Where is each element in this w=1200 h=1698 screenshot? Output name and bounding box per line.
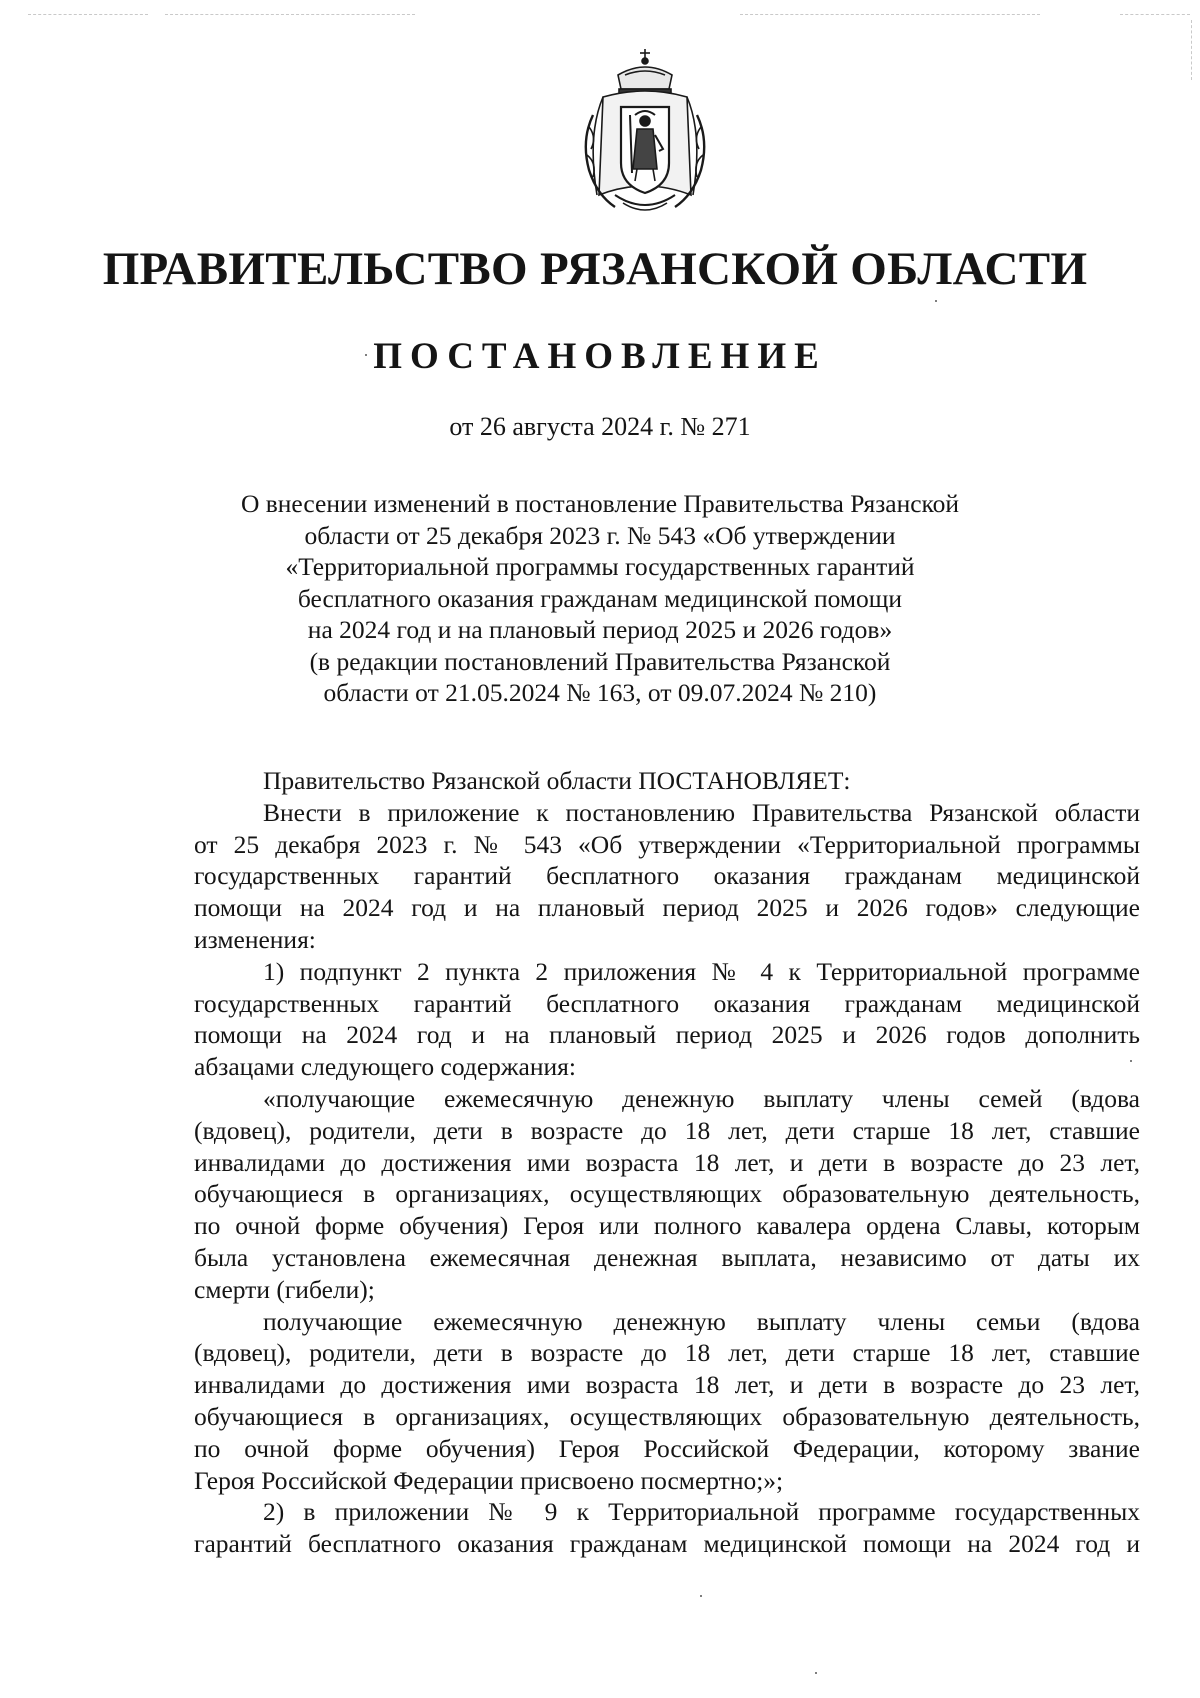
text-line: (вдовец), родители, дети в возрасте до 18 лет, дети старше 18 лет, ставшие bbox=[194, 1115, 1140, 1145]
scan-edge-mark bbox=[1120, 14, 1190, 15]
text-line: «получающие ежемесячную денежную выплату члены семей (вдова bbox=[263, 1083, 1140, 1113]
document-subject bbox=[180, 488, 1020, 709]
paragraph-resolves bbox=[194, 765, 1140, 797]
paragraph-amendment-intro bbox=[194, 797, 1140, 956]
text-line: инвалидами до достижения ими возраста 18 лет, и дети в возрасте до 23 лет, bbox=[194, 1147, 1140, 1177]
subject-line: (в редакции постановлений Правительства Рязанской bbox=[309, 646, 891, 676]
scan-speck bbox=[935, 300, 937, 302]
subject-line: области от 21.05.2024 № 163, от 09.07.2024 № 210) bbox=[323, 678, 877, 707]
text-line: Героя Российской Федерации присвоено посмертно;»; bbox=[194, 1465, 784, 1495]
paragraph-item-1 bbox=[194, 956, 1140, 1083]
text-line: 1) подпункт 2 пункта 2 приложения № 4 к Территориальной программе bbox=[263, 956, 1140, 986]
text-line: изменения: bbox=[194, 924, 316, 954]
paragraph-quote-2 bbox=[194, 1306, 1140, 1497]
text-line: Внести в приложение к постановлению Правительства Рязанской области bbox=[263, 797, 1140, 827]
government-title: ПРАВИТЕЛЬСТВО РЯЗАНСКОЙ ОБЛАСТИ bbox=[102, 243, 1088, 295]
scan-edge-mark bbox=[28, 14, 148, 15]
subject-line: области от 25 декабря 2023 г. № 543 «Об утверждении bbox=[304, 520, 896, 550]
scan-edge-mark bbox=[165, 14, 415, 15]
scan-edge-mark bbox=[1191, 20, 1192, 80]
text-line: была установлена ежемесячная денежная выплата, независимо от даты их bbox=[194, 1242, 1140, 1272]
document-date-number: от 26 августа 2024 г. № 271 bbox=[449, 412, 751, 441]
text-line: обучающиеся в организациях, осуществляющих образовательную деятельность, bbox=[194, 1401, 1140, 1431]
text-line: абзацами следующего содержания: bbox=[194, 1052, 576, 1082]
text-line: государственных гарантий бесплатного оказания гражданам медицинской bbox=[194, 861, 1140, 891]
scan-speck bbox=[815, 1672, 817, 1674]
scan-speck bbox=[365, 354, 367, 356]
text-line: получающие ежемесячную денежную выплату члены семьи (вдова bbox=[263, 1306, 1140, 1336]
text-line: помощи на 2024 год и на плановый период 2025 и 2026 годов дополнить bbox=[194, 1020, 1140, 1050]
text-line: 2) в приложении № 9 к Территориальной программе государственных bbox=[263, 1497, 1140, 1527]
text-line: инвалидами до достижения ими возраста 18 лет, и дети в возрасте до 23 лет, bbox=[194, 1370, 1140, 1400]
subject-line: на 2024 год и на плановый период 2025 и 2026 годов» bbox=[307, 615, 893, 644]
text-line: гарантий бесплатного оказания гражданам медицинской помощи на 2024 год и bbox=[194, 1529, 1140, 1559]
document-type-heading: ПОСТАНОВЛЕНИЕ bbox=[373, 336, 827, 377]
text-line: по очной форме обучения) Героя Российской Федерации, которому звание bbox=[194, 1433, 1140, 1463]
subject-line: «Территориальной программы государственных гарантий bbox=[285, 552, 915, 581]
document-body bbox=[194, 765, 1140, 1560]
text-line: помощи на 2024 год и на плановый период 2025 и 2026 годов» следующие bbox=[194, 893, 1140, 923]
text-line: по очной форме обучения) Героя или полного кавалера ордена Славы, которым bbox=[194, 1211, 1140, 1241]
scan-speck bbox=[700, 1595, 702, 1597]
subject-line: О внесении изменений в постановление Правительства Рязанской bbox=[240, 489, 960, 518]
text-line: Правительство Рязанской области ПОСТАНОВЛЯЕТ: bbox=[263, 766, 851, 795]
text-line: (вдовец), родители, дети в возрасте до 18 лет, дети старше 18 лет, ставшие bbox=[194, 1338, 1140, 1368]
scan-speck bbox=[1130, 1060, 1132, 1062]
text-line: государственных гарантий бесплатного оказания гражданам медицинской bbox=[194, 988, 1140, 1018]
paragraph-quote-1 bbox=[194, 1083, 1140, 1306]
subject-line: бесплатного оказания гражданам медицинской помощи bbox=[297, 583, 903, 613]
text-line: обучающиеся в организациях, осуществляющих образовательную деятельность, bbox=[194, 1179, 1140, 1209]
text-line: от 25 декабря 2023 г. № 543 «Об утверждении «Территориальной программы bbox=[194, 829, 1140, 859]
paragraph-item-2 bbox=[194, 1496, 1140, 1560]
text-line: смерти (гибели); bbox=[194, 1274, 375, 1304]
coat-of-arms-icon bbox=[575, 45, 715, 220]
scan-edge-mark bbox=[740, 14, 1040, 15]
